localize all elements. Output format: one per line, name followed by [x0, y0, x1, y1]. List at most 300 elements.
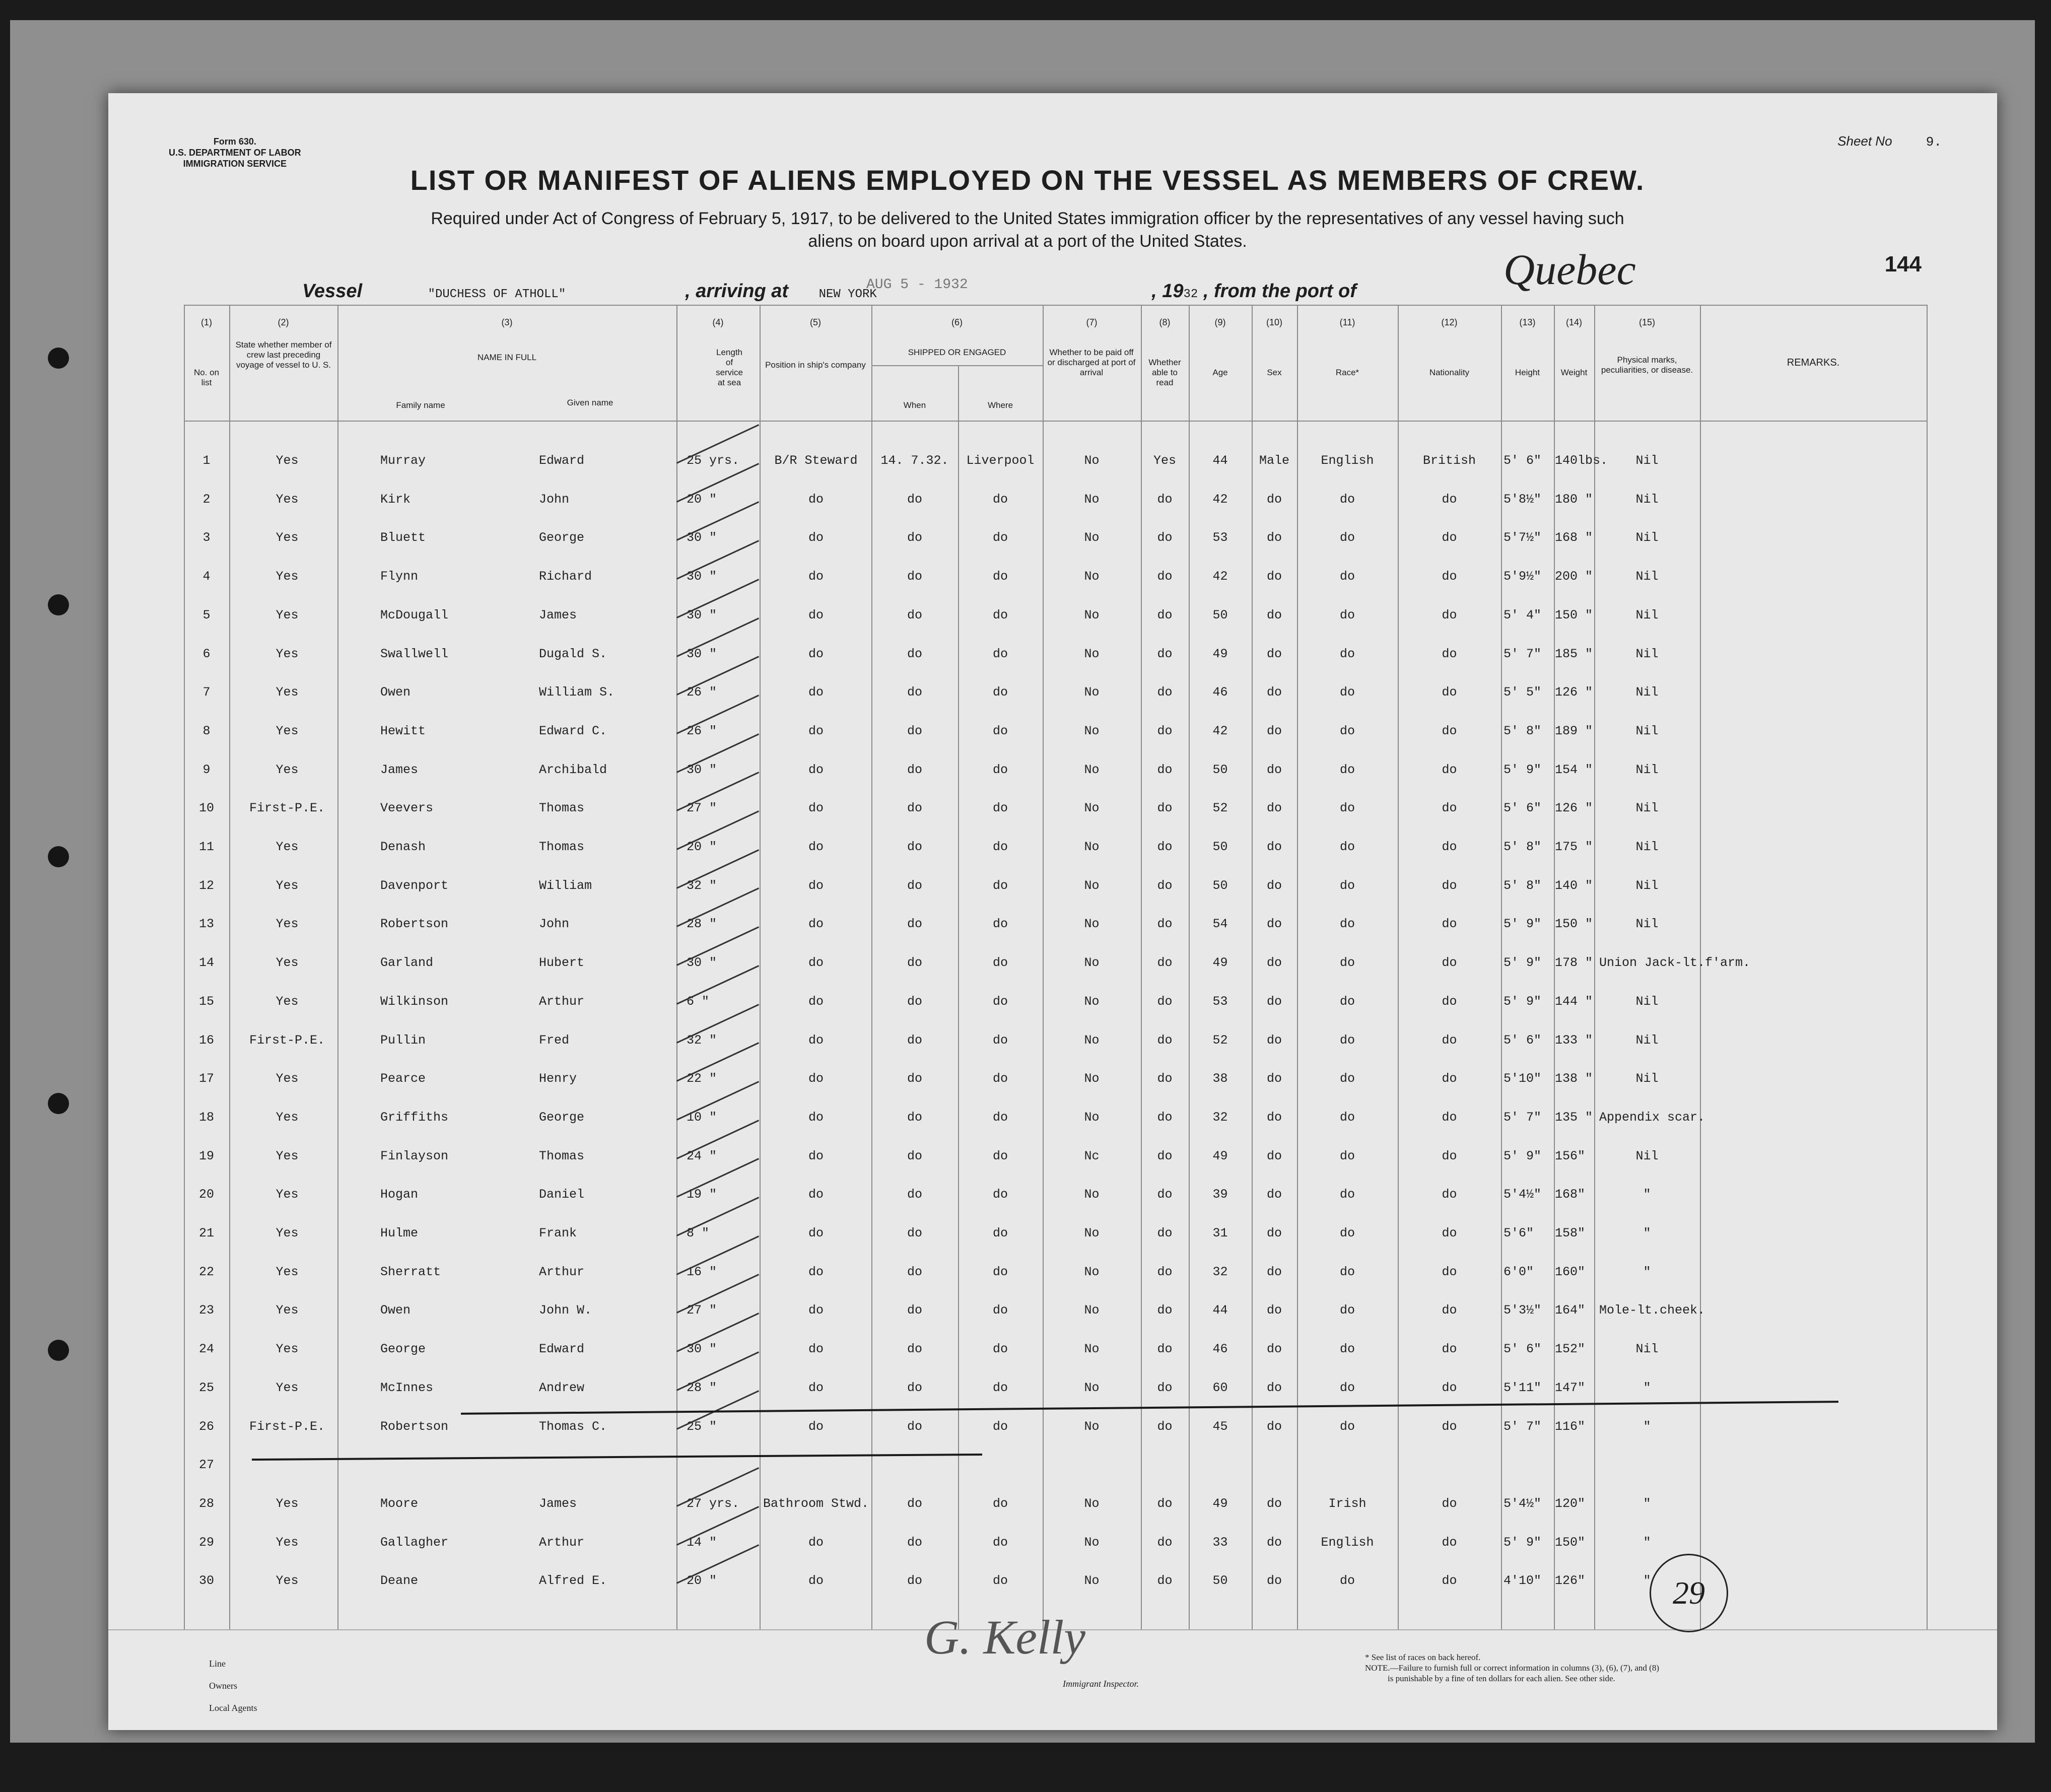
cell-given: Thomas C.	[539, 1419, 607, 1434]
cell-nationality: do	[1442, 646, 1457, 661]
cell-age: 33	[1212, 1535, 1228, 1550]
column-divider	[229, 305, 230, 1629]
cell-age: 49	[1212, 646, 1228, 661]
cell-position: do	[808, 955, 824, 971]
cell-given: Alfred E.	[539, 1573, 607, 1589]
end-rule-row-26	[461, 1401, 1838, 1415]
cell-when: do	[907, 1419, 922, 1434]
cell-read: do	[1157, 994, 1173, 1009]
cell-no: 5	[202, 607, 211, 623]
tick-mark	[676, 501, 759, 541]
column-number: (8)	[1159, 317, 1171, 327]
cell-prev: Yes	[276, 1226, 299, 1240]
cell-given: John	[539, 492, 570, 507]
cell-when: do	[907, 1303, 922, 1318]
cell-when: do	[907, 955, 922, 971]
cell-no: 12	[198, 878, 214, 893]
cell-where: do	[992, 1110, 1008, 1125]
cell-when: do	[907, 840, 922, 854]
tick-mark	[676, 540, 759, 580]
cell-paid: Nc	[1084, 1148, 1100, 1163]
cell-where: do	[992, 1303, 1008, 1318]
cell-position: do	[808, 1573, 824, 1589]
cell-service: 22 "	[687, 1071, 717, 1086]
cell-paid: No	[1084, 878, 1100, 893]
cell-service: 32 "	[687, 1032, 717, 1048]
column-header-when: When	[903, 400, 926, 410]
cell-height: 5'4½"	[1503, 1187, 1542, 1202]
cell-race: do	[1339, 1187, 1355, 1202]
cell-sex: do	[1266, 917, 1282, 932]
cell-paid: No	[1084, 530, 1100, 545]
cell-marks: Nil	[1635, 530, 1659, 545]
cell-race: do	[1339, 1110, 1355, 1125]
cell-paid: No	[1084, 917, 1100, 932]
cell-race: do	[1339, 1226, 1355, 1240]
cell-no: 26	[198, 1419, 214, 1434]
cell-sex: do	[1266, 762, 1282, 777]
cell-prev: Yes	[276, 1535, 299, 1550]
cell-position: do	[808, 878, 824, 893]
cell-when: do	[907, 762, 922, 777]
cell-family: Hogan	[380, 1187, 419, 1202]
cell-given: Andrew	[539, 1380, 585, 1395]
cell-where: do	[992, 1496, 1008, 1511]
cell-service: 30 "	[687, 955, 717, 971]
cell-age: 46	[1212, 685, 1228, 700]
cell-paid: No	[1084, 723, 1100, 738]
cell-read: do	[1157, 569, 1173, 584]
cell-read: do	[1157, 1187, 1173, 1202]
cell-weight: 180 "	[1555, 492, 1593, 507]
cell-prev: Yes	[276, 1071, 299, 1086]
cell-no: 14	[198, 955, 214, 971]
column-number: (7)	[1086, 317, 1098, 327]
cell-when: do	[907, 1380, 922, 1395]
cell-position: do	[808, 1148, 824, 1163]
cell-no: 29	[198, 1535, 214, 1550]
cell-when: do	[907, 878, 922, 893]
cell-nationality: do	[1442, 530, 1457, 545]
inspector-label: Immigrant Inspector.	[1063, 1679, 1139, 1689]
cell-given: Arthur	[539, 1264, 585, 1279]
cell-prev: Yes	[276, 917, 299, 932]
cell-age: 50	[1212, 1573, 1228, 1589]
cell-weight: 150 "	[1555, 917, 1593, 932]
column-number: (12)	[1441, 317, 1458, 327]
cell-read: do	[1157, 685, 1173, 700]
cell-no: 7	[202, 685, 211, 700]
cell-family: Hulme	[380, 1226, 419, 1240]
cell-position: do	[808, 801, 824, 816]
cell-sex: do	[1266, 723, 1282, 738]
cell-marks: Nil	[1635, 762, 1659, 777]
cell-weight: 164"	[1555, 1303, 1586, 1318]
from-label: , from the port of	[1203, 281, 1356, 302]
cell-service: 25 "	[687, 1419, 717, 1434]
cell-prev: Yes	[276, 723, 299, 738]
binder-hole	[48, 846, 69, 867]
column-number: (6)	[951, 317, 963, 327]
column-header-read: Whether able to read	[1148, 358, 1181, 387]
cell-family: Moore	[380, 1496, 419, 1511]
cell-where: do	[992, 685, 1008, 700]
vessel-label: Vessel	[302, 281, 363, 302]
cell-paid: No	[1084, 492, 1100, 507]
cell-age: 49	[1212, 1496, 1228, 1511]
cell-marks: Nil	[1635, 994, 1659, 1009]
cell-where: do	[992, 840, 1008, 854]
cell-given: Edward C.	[539, 723, 607, 738]
cell-nationality: do	[1442, 1380, 1457, 1395]
column-header-remarks: REMARKS.	[1787, 357, 1840, 368]
cell-age: 44	[1212, 453, 1228, 468]
cell-sex: do	[1266, 1264, 1282, 1279]
cell-sex: do	[1266, 1148, 1282, 1163]
cell-where: do	[992, 1226, 1008, 1240]
cell-marks: Nil	[1635, 492, 1659, 507]
binder-hole	[48, 594, 69, 615]
binder-hole	[48, 348, 69, 369]
cell-where: Liverpool	[966, 453, 1035, 468]
cell-sex: do	[1266, 878, 1282, 893]
cell-height: 4'10"	[1503, 1573, 1542, 1589]
cell-height: 5'11"	[1503, 1380, 1542, 1395]
cell-paid: No	[1084, 840, 1100, 854]
cell-read: do	[1157, 917, 1173, 932]
cell-position: do	[808, 1380, 824, 1395]
cell-service: 30 "	[687, 530, 717, 545]
cell-given: Henry	[539, 1071, 577, 1086]
column-divider	[1501, 305, 1502, 1629]
tick-mark	[676, 1042, 759, 1082]
cell-marks: "	[1643, 1226, 1651, 1240]
vessel-name: "DUCHESS OF ATHOLL"	[428, 288, 566, 301]
cell-where: do	[992, 492, 1008, 507]
cell-given: James	[539, 1496, 577, 1511]
cell-where: do	[992, 530, 1008, 545]
cell-race: do	[1339, 1573, 1355, 1589]
tick-mark	[676, 810, 759, 850]
cell-no: 3	[202, 530, 211, 545]
cell-prev: Yes	[276, 955, 299, 971]
sheet-label: Sheet No	[1837, 133, 1892, 149]
cell-when: do	[907, 1496, 922, 1511]
cell-family: McDougall	[380, 607, 449, 623]
cell-race: Irish	[1328, 1496, 1366, 1511]
cell-height: 5' 6"	[1503, 1032, 1542, 1048]
cell-weight: 120"	[1555, 1496, 1586, 1511]
cell-prev: First-P.E.	[249, 1032, 325, 1048]
cell-position: do	[808, 1110, 824, 1125]
cell-prev: Yes	[276, 1496, 299, 1511]
cell-no: 15	[198, 994, 214, 1009]
cell-paid: No	[1084, 685, 1100, 700]
cell-service: 16 "	[687, 1264, 717, 1279]
cell-when: do	[907, 917, 922, 932]
inspector-signature: G. Kelly	[924, 1610, 1085, 1664]
cell-read: do	[1157, 530, 1173, 545]
cell-marks: Nil	[1635, 840, 1659, 854]
cell-service: 30 "	[687, 1342, 717, 1357]
cell-given: John	[539, 917, 570, 932]
cell-race: do	[1339, 878, 1355, 893]
cell-weight: 138 "	[1555, 1071, 1593, 1086]
cell-weight: 200 "	[1555, 569, 1593, 584]
cell-age: 50	[1212, 607, 1228, 623]
tick-mark	[676, 849, 759, 889]
cell-prev: Yes	[276, 685, 299, 700]
cell-marks: "	[1643, 1187, 1651, 1202]
cell-nationality: do	[1442, 994, 1457, 1009]
cell-paid: No	[1084, 1071, 1100, 1086]
cell-prev: Yes	[276, 1342, 299, 1357]
cell-no: 11	[198, 840, 214, 854]
subtitle-line-2: aliens on board upon arrival at a port of the United States.	[808, 232, 1247, 251]
cell-nationality: do	[1442, 569, 1457, 584]
cell-race: English	[1321, 453, 1374, 468]
cell-where: do	[992, 569, 1008, 584]
cell-weight: 147"	[1555, 1380, 1586, 1395]
cell-height: 5' 8"	[1503, 878, 1542, 893]
tick-mark	[676, 887, 759, 927]
end-rule-row-27	[252, 1454, 982, 1461]
cell-family: Murray	[380, 453, 426, 468]
cell-prev: First-P.E.	[249, 801, 325, 816]
cell-given: Fred	[539, 1032, 570, 1048]
cell-nationality: do	[1442, 1187, 1457, 1202]
cell-marks: Nil	[1635, 723, 1659, 738]
sheet-value: 9.	[1926, 134, 1942, 150]
form-number: Form 630.	[213, 136, 256, 147]
cell-paid: No	[1084, 1187, 1100, 1202]
cell-nationality: do	[1442, 762, 1457, 777]
cell-age: 32	[1212, 1110, 1228, 1125]
department: U.S. DEPARTMENT OF LABOR	[169, 148, 301, 158]
cell-given: Daniel	[539, 1187, 585, 1202]
cell-position: do	[808, 1264, 824, 1279]
column-number: (14)	[1565, 317, 1582, 327]
cell-height: 6'0"	[1503, 1264, 1534, 1279]
column-header-height: Height	[1515, 368, 1540, 377]
cell-sex: do	[1266, 569, 1282, 584]
cell-no: 23	[198, 1303, 214, 1318]
cell-race: do	[1339, 1342, 1355, 1357]
cell-position: do	[808, 723, 824, 738]
cell-service: 8 "	[687, 1226, 710, 1240]
cell-nationality: do	[1442, 723, 1457, 738]
cell-no: 9	[202, 762, 211, 777]
cell-marks: Nil	[1635, 1071, 1659, 1086]
tick-mark	[676, 1235, 759, 1275]
cell-paid: No	[1084, 1110, 1100, 1125]
tick-mark	[676, 463, 759, 503]
service: IMMIGRATION SERVICE	[183, 159, 287, 169]
cell-family: Robertson	[380, 1419, 449, 1434]
cell-prev: Yes	[276, 762, 299, 777]
cell-when: do	[907, 1535, 922, 1550]
cell-paid: No	[1084, 955, 1100, 971]
cell-given: Edward	[539, 1342, 585, 1357]
cell-service: 27 yrs.	[687, 1496, 740, 1511]
cell-marks: Nil	[1635, 878, 1659, 893]
cell-no: 16	[198, 1032, 214, 1048]
cell-family: Flynn	[380, 569, 419, 584]
cell-paid: No	[1084, 1226, 1100, 1240]
cell-read: Yes	[1153, 453, 1176, 468]
column-divider	[760, 305, 761, 1629]
cell-height: 5'7½"	[1503, 530, 1542, 545]
cell-height: 5' 7"	[1503, 646, 1542, 661]
cell-prev: Yes	[276, 878, 299, 893]
cell-sex: do	[1266, 1071, 1282, 1086]
column-number: (4)	[712, 317, 724, 327]
cell-marks: Appendix scar.	[1599, 1110, 1705, 1125]
cell-height: 5'8½"	[1503, 492, 1542, 507]
cell-read: do	[1157, 607, 1173, 623]
tick-mark	[676, 579, 759, 618]
cell-given: Frank	[539, 1226, 577, 1240]
cell-nationality: do	[1442, 1535, 1457, 1550]
cell-weight: 135 "	[1555, 1110, 1593, 1125]
manifest-sheet	[108, 93, 1997, 1730]
footer-notes	[1365, 1652, 1659, 1684]
cell-sex: Male	[1259, 453, 1289, 468]
cell-service: 30 "	[687, 607, 717, 623]
cell-nationality: do	[1442, 1496, 1457, 1511]
cell-height: 5' 6"	[1503, 1342, 1542, 1357]
column-divider	[1927, 305, 1928, 1629]
cell-family: Davenport	[380, 878, 449, 893]
cell-sex: do	[1266, 1380, 1282, 1395]
cell-marks: "	[1643, 1496, 1651, 1511]
cell-height: 5' 8"	[1503, 840, 1542, 854]
owners-label: Owners	[209, 1681, 237, 1691]
cell-prev: Yes	[276, 1303, 299, 1318]
cell-weight: 178 "	[1555, 955, 1593, 971]
cell-height: 5' 5"	[1503, 685, 1542, 700]
arriving-label: , arriving at	[685, 281, 788, 302]
cell-position: do	[808, 530, 824, 545]
cell-service: 20 "	[687, 1573, 717, 1589]
cell-nationality: do	[1442, 1342, 1457, 1357]
cell-height: 5' 7"	[1503, 1110, 1542, 1125]
cell-marks: Nil	[1635, 685, 1659, 700]
cell-when: do	[907, 801, 922, 816]
column-divider	[337, 305, 338, 1629]
cell-paid: No	[1084, 1264, 1100, 1279]
cell-position: do	[808, 1419, 824, 1434]
tick-mark	[676, 695, 759, 734]
column-header-age: Age	[1212, 368, 1228, 377]
cell-sex: do	[1266, 1187, 1282, 1202]
cell-marks: Nil	[1635, 569, 1659, 584]
cell-given: Thomas	[539, 1148, 585, 1163]
cell-age: 52	[1212, 801, 1228, 816]
cell-sex: do	[1266, 1226, 1282, 1240]
cell-read: do	[1157, 1264, 1173, 1279]
cell-read: do	[1157, 723, 1173, 738]
cell-position: do	[808, 1342, 824, 1357]
cell-height: 5'10"	[1503, 1071, 1542, 1086]
cell-age: 31	[1212, 1226, 1228, 1240]
cell-height: 5'9½"	[1503, 569, 1542, 584]
cell-weight: 154 "	[1555, 762, 1593, 777]
tick-mark	[676, 1351, 759, 1391]
cell-when: do	[907, 607, 922, 623]
cell-where: do	[992, 955, 1008, 971]
cell-read: do	[1157, 492, 1173, 507]
cell-when: do	[907, 1148, 922, 1163]
cell-when: do	[907, 646, 922, 661]
cell-race: do	[1339, 569, 1355, 584]
cell-family: Pearce	[380, 1071, 426, 1086]
cell-read: do	[1157, 1032, 1173, 1048]
cell-read: do	[1157, 878, 1173, 893]
cell-where: do	[992, 1342, 1008, 1357]
cell-family: George	[380, 1342, 426, 1357]
column-header-no: No. on list	[193, 368, 220, 387]
cell-service: 10 "	[687, 1110, 717, 1125]
cell-marks: Nil	[1635, 1032, 1659, 1048]
cell-race: do	[1339, 646, 1355, 661]
column-header-service: Length of service at sea	[716, 348, 743, 387]
cell-nationality: do	[1442, 1032, 1457, 1048]
cell-nationality: do	[1442, 801, 1457, 816]
cell-age: 52	[1212, 1032, 1228, 1048]
cell-age: 49	[1212, 1148, 1228, 1163]
cell-race: do	[1339, 801, 1355, 816]
column-number: (5)	[810, 317, 821, 327]
cell-prev: Yes	[276, 607, 299, 623]
cell-height: 5' 6"	[1503, 801, 1542, 816]
cell-nationality: do	[1442, 840, 1457, 854]
column-number: (3)	[501, 317, 513, 327]
cell-family: Sherratt	[380, 1264, 441, 1279]
note-fine: is punishable by a fine of ten dollars for each alien. See other side.	[1388, 1674, 1615, 1683]
column-divider	[184, 305, 185, 1629]
column-header-given-name: Given name	[567, 398, 613, 407]
column-number: (10)	[1266, 317, 1282, 327]
cell-service: 30 "	[687, 646, 717, 661]
cell-paid: No	[1084, 1303, 1100, 1318]
cell-race: do	[1339, 1380, 1355, 1395]
cell-sex: do	[1266, 1573, 1282, 1589]
subtitle-line-1: Required under Act of Congress of February 5, 1917, to be delivered to the United States immigration officer by the representatives of any vessel having such	[431, 209, 1624, 228]
line-label: Line	[209, 1659, 226, 1669]
cell-marks: "	[1643, 1419, 1651, 1434]
tick-mark	[676, 965, 759, 1005]
cell-race: do	[1339, 1419, 1355, 1434]
cell-read: do	[1157, 1110, 1173, 1125]
cell-age: 44	[1212, 1303, 1228, 1318]
cell-service: 30 "	[687, 569, 717, 584]
cell-age: 32	[1212, 1264, 1228, 1279]
cell-prev: Yes	[276, 569, 299, 584]
cell-read: do	[1157, 1342, 1173, 1357]
cell-prev: Yes	[276, 1264, 299, 1279]
cell-race: do	[1339, 917, 1355, 932]
circled-page-number: 29	[1650, 1554, 1728, 1632]
cell-no: 28	[198, 1496, 214, 1511]
cell-where: do	[992, 1573, 1008, 1589]
cell-sex: do	[1266, 1110, 1282, 1125]
cell-paid: No	[1084, 607, 1100, 623]
cell-race: do	[1339, 607, 1355, 623]
cell-race: do	[1339, 685, 1355, 700]
cell-weight: 133 "	[1555, 1032, 1593, 1048]
cell-service: 20 "	[687, 492, 717, 507]
